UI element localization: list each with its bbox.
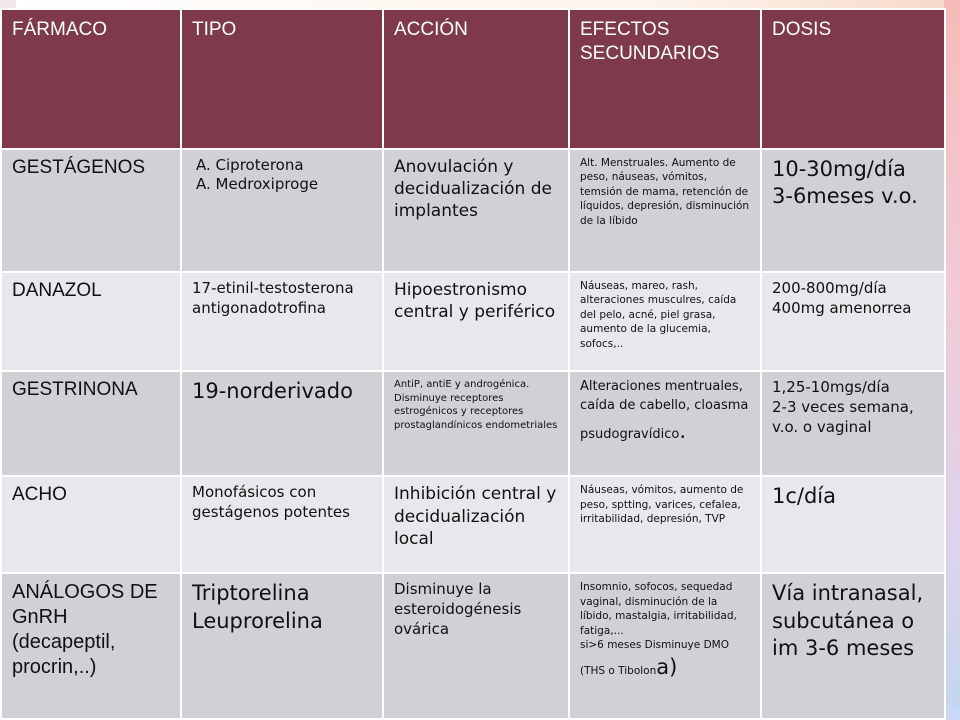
- header-row: [1, 9, 945, 149]
- efectos-cell: Alt. Menstruales. Aumento de peso, náuseas, vómitos, temsión de mama, retención de líquidos, depresión, disminución de la líbido: [569, 149, 761, 272]
- tipo-line: Triptorelina: [192, 581, 310, 606]
- tipo-line: Leuprorelina: [192, 608, 323, 633]
- accion-cell: Inhibición central y decidualización local: [383, 476, 569, 573]
- header-dosis: DOSIS: [761, 9, 945, 149]
- dosis-cell: [761, 573, 945, 719]
- header-tipo: TIPO: [181, 9, 383, 149]
- dosis-line: 1,25-10mgs/día: [772, 378, 890, 397]
- table-row: [1, 371, 945, 476]
- efectos-cell: Náuseas, vómitos, aumento de peso, sptting, varices, cefalea, irritabilidad, depresión, TVP: [569, 476, 761, 573]
- accion-cell: Anovulación y decidualización de implantes: [383, 149, 569, 272]
- tipo-cell: Monofásicos con gestágenos potentes: [181, 476, 383, 573]
- dosis-line: 1c/día: [772, 484, 837, 509]
- farmaco-cell: ACHO: [1, 476, 181, 573]
- right-decoration: [944, 0, 960, 720]
- efectos-cell: [569, 371, 761, 476]
- efectos-tail: .: [679, 418, 686, 443]
- efectos-cell: [569, 573, 761, 719]
- farmaco-cell: DANAZOL: [1, 272, 181, 371]
- efectos-text: Alteraciones mentruales, caída de cabello, cloasma psudogravídico: [580, 379, 749, 442]
- dosis-line: 400mg amenorrea: [772, 298, 912, 317]
- dosis-line: 3-6meses v.o.: [772, 183, 918, 208]
- table-row: [1, 573, 945, 719]
- dosis-cell: [761, 371, 945, 476]
- tipo-line: A. Ciproterona: [196, 155, 304, 174]
- table-row: [1, 272, 945, 371]
- dosis-cell: [761, 272, 945, 371]
- table-row: [1, 476, 945, 573]
- efectos-text: Insomnio, sofocos, sequedad vaginal, disminución de la líbido, mastalgia, irritabilidad, fatiga,...: [580, 581, 737, 637]
- tipo-cell: [181, 573, 383, 719]
- header-farmaco: FÁRMACO: [1, 9, 181, 149]
- accion-cell: Disminuye la esteroidogénesis ovárica: [383, 573, 569, 719]
- tipo-line: A. Medroxiproge: [196, 175, 319, 194]
- efectos-tail: a): [656, 654, 678, 679]
- dosis-line: 10-30mg/día: [772, 156, 906, 181]
- dosis-cell: [761, 149, 945, 272]
- dosis-cell: [761, 476, 945, 573]
- farmaco-cell: GESTÁGENOS: [1, 149, 181, 272]
- efectos-extra: si>6 meses Disminuye DMO (THS o Tibolon: [580, 639, 729, 677]
- tipo-cell: 17-etinil-testosterona antigonadotrofina: [181, 272, 383, 371]
- farmaco-cell: ANÁLOGOS DE GnRH (decapeptil, procrin,..): [1, 573, 181, 719]
- dosis-line: 2-3 veces semana, v.o. o vaginal: [772, 397, 914, 436]
- tipo-cell: [181, 149, 383, 272]
- efectos-cell: Náuseas, mareo, rash, alteraciones musculres, caída del pelo, acné, piel grasa, aumento de la glucemia, sofocs,..: [569, 272, 761, 371]
- tipo-cell: 19-norderivado: [181, 371, 383, 476]
- dosis-line: 200-800mg/día: [772, 278, 887, 297]
- header-accion: ACCIÓN: [383, 9, 569, 149]
- dosis-line: Vía intranasal, subcutánea o im 3-6 meses: [772, 581, 924, 660]
- farmaco-cell: GESTRINONA: [1, 371, 181, 476]
- accion-cell: AntiP, antiE y androgénica. Disminuye receptores estrogénicos y receptores prostaglandínicos endometriales: [383, 371, 569, 476]
- accion-cell: Hipoestronismo central y periférico: [383, 272, 569, 371]
- drug-table: [0, 8, 946, 720]
- header-efectos: EFECTOS SECUNDARIOS: [569, 9, 761, 149]
- table-row: [1, 149, 945, 272]
